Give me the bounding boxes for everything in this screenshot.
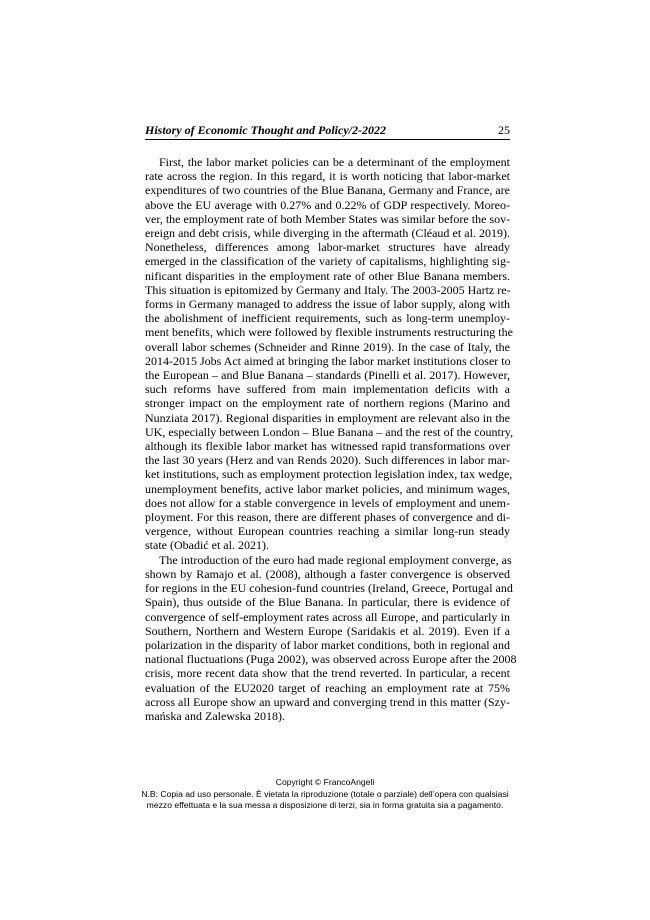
text-line: The introduction of the euro had made regional employment converge, as xyxy=(159,552,512,567)
text-line: state (Obadić et al. 2021). xyxy=(145,538,269,553)
copyright-footer xyxy=(0,777,650,812)
text-line: although its flexible labor market has witnessed rapid transformations over xyxy=(145,439,510,454)
text-line: ket institutions, such as employment protection legislation index, tax wedge, xyxy=(145,467,513,482)
text-line: ver, the employment rate of both Member States was similar before the sov- xyxy=(145,211,511,226)
text-line: crisis, more recent data show that the trend reverted. In particular, a recent xyxy=(145,666,510,681)
text-line: convergence of self-employment rates across all Europe, and particularly in xyxy=(145,609,510,624)
paragraph-1 xyxy=(145,155,514,553)
text-line: polarization in the disparity of labor market conditions, both in regional and xyxy=(145,637,510,652)
text-line: shown by Ramajo et al. (2008), although a faster convergence is observed xyxy=(145,566,510,581)
text-line: ereign and debt crisis, while diverging in the aftermath (Cléaud et al. 2019). xyxy=(145,226,510,241)
text-line: ployment. For this reason, there are different phases of convergence and di- xyxy=(145,510,510,525)
text-line: unemployment benefits, active labor market policies, and minimum wages, xyxy=(145,481,510,496)
text-line: the abolishment of inefficient requirements, such as long-term unemploy- xyxy=(145,311,510,326)
text-line: rate across the region. In this regard, it is worth noticing that labor-market xyxy=(145,169,510,184)
running-header xyxy=(145,123,510,140)
text-line: emerged in the classification of the variety of capitalisms, highlighting sig- xyxy=(145,254,510,269)
text-line: Nonetheless, differences among labor-market structures have already xyxy=(145,240,510,255)
text-line: ment benefits, which were followed by flexible instruments restructuring the xyxy=(145,325,513,340)
text-line: vergence, without European countries reaching a similar long-run steady xyxy=(145,524,510,539)
text-line: does not allow for a stable convergence in levels of employment and unem- xyxy=(145,495,510,510)
text-line: Spain), thus outside of the Blue Banana. In particular, there is evidence of xyxy=(145,595,510,610)
text-line: the European – and Blue Banana – standards (Pinelli et al. 2017). However, xyxy=(145,368,510,383)
text-line: across all Europe show an upward and converging trend in this matter (Szy- xyxy=(145,694,510,709)
journal-title: History of Economic Thought and Policy/2-2022 xyxy=(145,123,387,137)
text-line: expenditures of two countries of the Blue Banana, Germany and France, are xyxy=(145,183,510,198)
text-line: mańska and Zalewska 2018). xyxy=(145,708,285,723)
text-line: stronger impact on the employment rate of northern regions (Marino and xyxy=(145,396,510,411)
page-number: 25 xyxy=(498,123,510,137)
text-line: First, the labor market policies can be a determinant of the employment xyxy=(159,155,510,169)
text-line: Southern, Northern and Western Europe (Saridakis et al. 2019). Even if a xyxy=(145,623,510,638)
text-line: forms in Germany managed to address the issue of labor supply, along with xyxy=(145,297,510,312)
text-line: national fluctuations (Puga 2002), was observed across Europe after the 2008 xyxy=(145,652,517,667)
text-line: UK, especially between London – Blue Banana – and the rest of the country, xyxy=(145,424,514,439)
notice-line-1: N.B: Copia ad uso personale. È vietata la riproduzione (totale o parziale) dell’opera con qualsiasi xyxy=(141,788,509,799)
body-text xyxy=(145,155,517,723)
copyright-line: Copyright © FrancoAngeli xyxy=(275,777,375,787)
notice-line-2: mezzo effettuata e la sua messa a disposizione di terzi, sia in forma gratuita sia a pagamento. xyxy=(146,800,504,810)
text-line: above the EU average with 0.27% and 0.22% of GDP respectively. Moreo- xyxy=(145,197,510,212)
text-line: the last 30 years (Herz and van Rends 2020). Such differences in labor mar- xyxy=(145,453,510,468)
text-line: 2014-2015 Jobs Act aimed at bringing the labor market institutions closer to xyxy=(145,353,511,368)
text-line: evaluation of the EU2020 target of reaching an employment rate at 75% xyxy=(145,680,510,695)
text-line: This situation is epitomized by Germany and Italy. The 2003-2005 Hartz re- xyxy=(145,282,511,297)
text-line: Nunziata 2017). Regional disparities in employment are relevant also in the xyxy=(145,410,510,425)
text-line: nificant disparities in the employment rate of other Blue Banana members. xyxy=(145,268,510,283)
text-line: overall labor schemes (Schneider and Rinne 2019). In the case of Italy, the xyxy=(145,339,510,354)
text-line: for regions in the EU cohesion-fund countries (Ireland, Greece, Portugal and xyxy=(145,581,513,596)
paragraph-2 xyxy=(145,552,517,723)
text-line: such reforms have suffered from main implementation deficits with a xyxy=(145,382,510,397)
